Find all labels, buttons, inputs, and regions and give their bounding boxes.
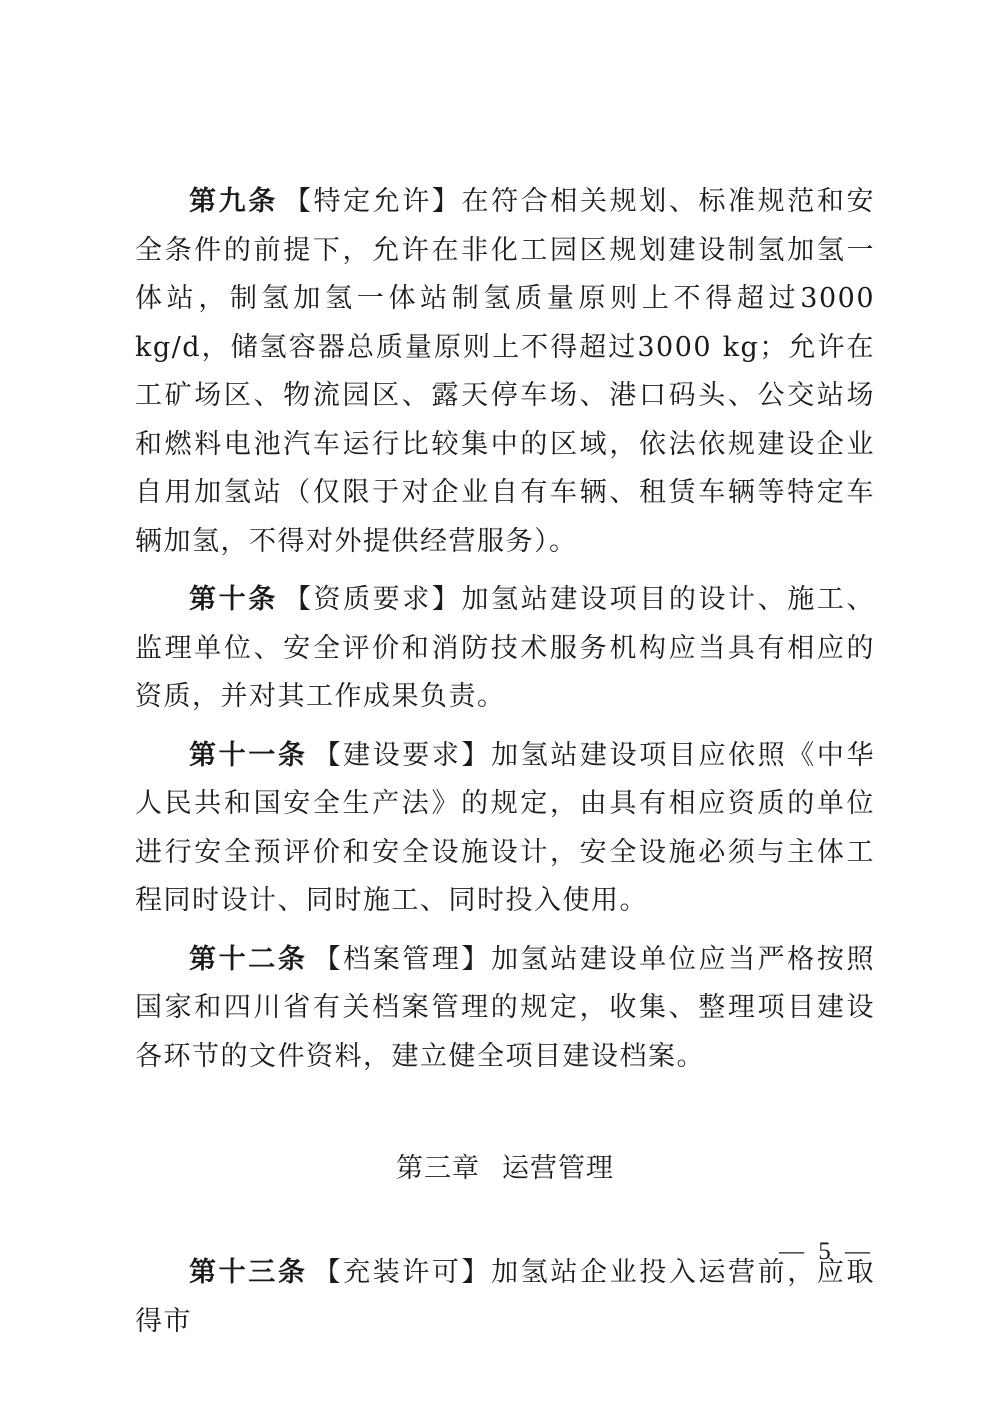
- article-tag: 【特定允许】: [283, 186, 462, 217]
- article-number: 第十一条: [189, 739, 308, 771]
- article-11: [135, 732, 875, 926]
- chapter-heading: [135, 1149, 875, 1189]
- article-tag: 【资质要求】: [283, 584, 462, 615]
- page-number: — 5 —: [779, 1238, 874, 1265]
- chapter-number: 第三章: [396, 1153, 480, 1184]
- article-number: 第十二条: [189, 943, 308, 975]
- article-text: 加氢站建设单位应当严格按照国家和四川省有关档案管理的规定，收集、整理项目建设各环节的文件资料，建立健全项目建设档案。: [135, 943, 876, 1072]
- article-text: 在符合相关规划、标准规范和安全条件的前提下，允许在非化工园区规划建设制氢加氢一体站，制氢加氢一体站制氢质量原则上不得超过3000 kg/d，储氢容器总质量原则上不得超过3000 kg；允许在工矿场区、物流园区、露天停车场、港口码头、公交站场和燃料电池汽车运行比较集中的区域，依法依规建设企业自用加氢站（仅限于对企业自有车辆、租赁车辆等特定车辆加氢，不得对外提供经营服务）。: [135, 186, 876, 557]
- article-text: 加氢站企业投入运营前，应取得市: [135, 1257, 876, 1337]
- article-tag: 【建设要求】: [313, 739, 492, 771]
- article-text: 加氢站建设项目应依照《中华人民共和国安全生产法》的规定，由具有相应资质的单位进行安全预评价和安全设施设计，安全设施必须与主体工程同时设计、同时施工、同时投入使用。: [135, 739, 876, 916]
- article-number: 第九条: [189, 186, 278, 217]
- page-body: [135, 178, 875, 1356]
- article-text: 加氢站建设项目的设计、施工、监理单位、安全评价和消防技术服务机构应当具有相应的资质，并对其工作成果负责。: [135, 584, 876, 712]
- article-10: [135, 576, 875, 722]
- article-number: 第十三条: [189, 1257, 308, 1288]
- article-13: [135, 1249, 875, 1346]
- article-12: [135, 936, 875, 1082]
- article-tag: 【档案管理】: [313, 943, 492, 975]
- article-number: 第十条: [189, 584, 278, 615]
- chapter-title: 运营管理: [502, 1153, 614, 1184]
- article-tag: 【充装许可】: [313, 1257, 492, 1288]
- article-9: [135, 178, 875, 566]
